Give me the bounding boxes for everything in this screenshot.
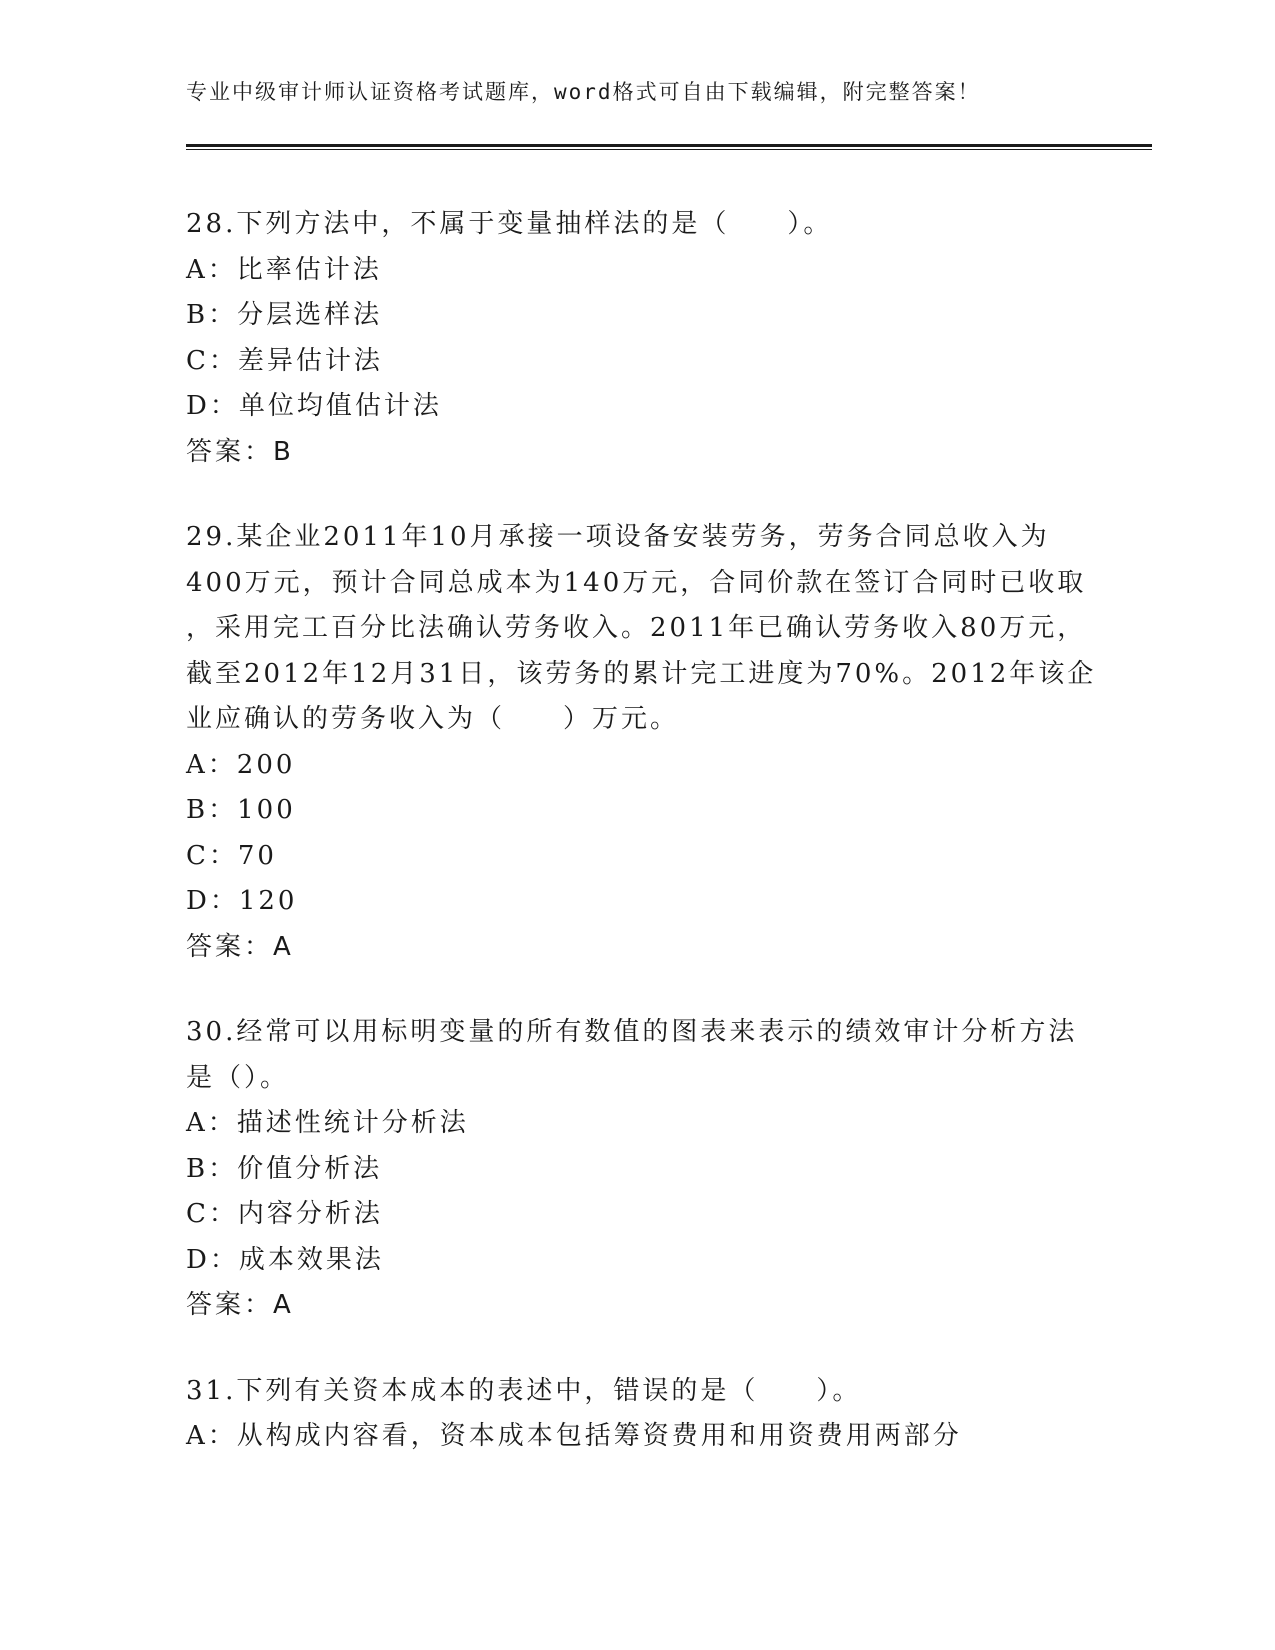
question-29 — [186, 515, 1097, 970]
option-d: D：单位均值估计法 — [186, 391, 442, 421]
option-a: A：描述性统计分析法 — [186, 1108, 469, 1138]
option-c: C：70 — [186, 840, 277, 871]
question-stem — [186, 202, 1076, 248]
question-28 — [186, 202, 1076, 475]
question-stem — [186, 1010, 1076, 1101]
answer-text: 答案：A — [186, 1290, 294, 1320]
question-stem-line: 28.下列方法中，不属于变量抽样法的是（ ）。 — [186, 209, 833, 239]
option-c: C：内容分析法 — [186, 1199, 383, 1229]
option-d: D：成本效果法 — [186, 1244, 384, 1275]
question-stem-line: 截至2012年12月31日，该劳务的累计完工进度为70%。2012年该企 — [186, 658, 1097, 689]
option-c: C：差异估计法 — [186, 345, 383, 376]
question-stem — [186, 515, 1097, 743]
answer-text: 答案：A — [186, 931, 294, 962]
question-stem-line: ，采用完工百分比法确认劳务收入。2011年已确认劳务收入80万元， — [186, 613, 1087, 643]
question-stem — [186, 1369, 1076, 1415]
header-divider — [186, 144, 1152, 150]
question-stem-line: 29.某企业2011年10月承接一项设备安装劳务，劳务合同总收入为 — [186, 522, 1050, 552]
option-b: B：100 — [186, 795, 296, 825]
question-stem-line: 31.下列有关资本成本的表述中，错误的是（ ）。 — [186, 1375, 862, 1406]
question-stem-line: 400万元，预计合同总成本为140万元，合同价款在签订合同时已收取 — [186, 567, 1087, 598]
question-stem-line: 业应确认的劳务收入为（ ）万元。 — [186, 704, 680, 734]
option-a: A：从构成内容看，资本成本包括筹资费用和用资费用两部分 — [186, 1421, 962, 1451]
question-list — [186, 202, 1097, 1500]
page-header-text: 专业中级审计师认证资格考试题库，word格式可自由下载编辑，附完整答案！ — [186, 80, 981, 104]
question-31 — [186, 1369, 1076, 1460]
question-stem-line: 是（）。 — [186, 1062, 290, 1093]
option-b: B：价值分析法 — [186, 1153, 383, 1184]
option-d: D：120 — [186, 886, 298, 916]
question-30 — [186, 1010, 1076, 1329]
question-stem-line: 30.经常可以用标明变量的所有数值的图表来表示的绩效审计分析方法 — [186, 1017, 1078, 1047]
option-a: A：比率估计法 — [186, 254, 382, 285]
answer-text: 答案：B — [186, 436, 294, 467]
option-a: A：200 — [186, 749, 296, 780]
option-b: B：分层选样法 — [186, 300, 383, 330]
